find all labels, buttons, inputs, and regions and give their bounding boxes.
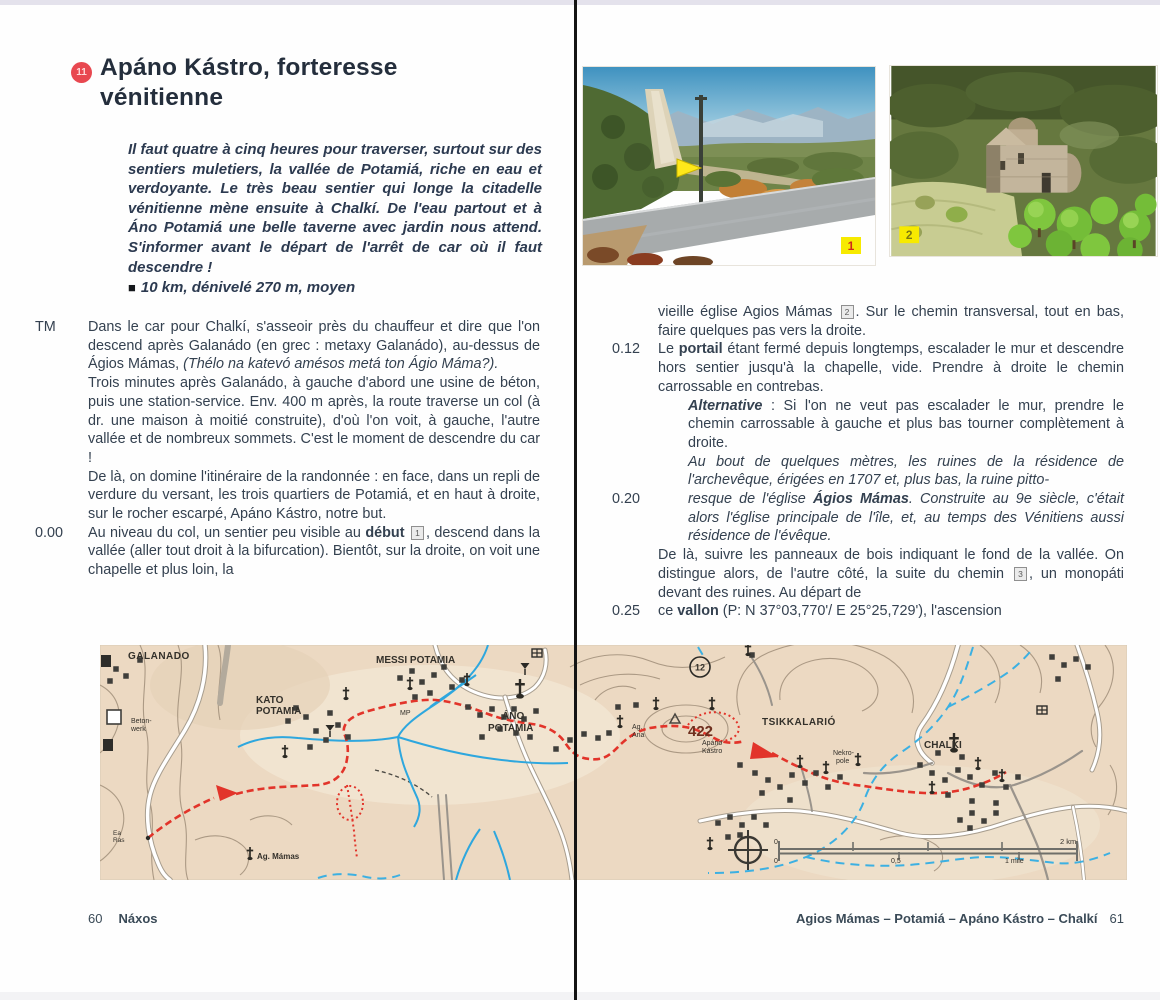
church-base — [516, 694, 524, 699]
building-icon — [419, 679, 425, 685]
building-icon — [802, 780, 808, 786]
large-building-icon — [101, 655, 111, 667]
building-icon — [837, 774, 843, 780]
paragraph-text: De là, on domine l'itinéraire de la randonnée : en face, dans un repli de verdure du versant, les trois quartiers de Potamiá, et en haut à droite, sur le rocher escarpé, Apáno Kástro, notre but. — [88, 468, 540, 523]
time-marker: 0.20 — [612, 491, 641, 508]
building-icon — [993, 800, 999, 806]
building-icon — [489, 706, 495, 712]
route-title: Agios Mámas – Potamiá – Apáno Kástro – Chalkí — [796, 911, 1098, 926]
intro-text: Il faut quatre à cinq heures pour traverser, surtout sur des sentiers muletiers, la vallée de Potamiá, riche en eau et verdoyante. Le très beau sentier qui longe la citadelle vénitienne mène ensuite à Chalkí. De l'eau partout et à Áno Potamiá une belle taverne avec jardin nous attend. S'informer avant le départ de l'arrêt de car où il faut descendre ! — [128, 141, 542, 276]
building-icon — [397, 675, 403, 681]
building-icon — [935, 750, 941, 756]
church-base — [407, 687, 412, 690]
building-icon — [431, 672, 437, 678]
building-icon — [765, 777, 771, 783]
page-title — [100, 53, 540, 113]
photo-ref-icon: 1 — [411, 526, 424, 540]
church-base — [343, 697, 348, 700]
church-base — [929, 791, 934, 794]
paragraph-text: vieille église Agios Mámas 2 . Sur le chemin transversal, tout en bas, faire quelques pas vers la droite. — [658, 304, 1124, 339]
scan-edge-bottom — [0, 992, 1160, 1000]
church-base — [282, 755, 287, 758]
building-icon — [737, 762, 743, 768]
photo-agios-mamas-church — [890, 66, 1157, 256]
building-icon — [945, 792, 951, 798]
building-icon — [1003, 784, 1009, 790]
building-icon — [715, 820, 721, 826]
building-icon — [942, 777, 948, 783]
photo-label-2 — [899, 226, 919, 243]
paragraph — [612, 453, 1124, 490]
time-marker: 0.00 — [35, 524, 64, 541]
building-icon — [777, 784, 783, 790]
building-icon — [981, 818, 987, 824]
paragraph — [35, 318, 540, 374]
building-icon — [123, 673, 129, 679]
factory-icon — [107, 710, 121, 724]
map-label: GALANADO — [128, 651, 190, 662]
page-number: 60 — [88, 911, 103, 926]
paragraph — [35, 374, 540, 468]
paragraph — [612, 397, 1124, 453]
svg-text:1: 1 — [847, 239, 855, 253]
map-label: Ras — [113, 837, 125, 844]
map-label: Apáno — [702, 740, 723, 747]
building-icon — [967, 825, 973, 831]
left-column-text — [35, 318, 540, 580]
building-icon — [533, 708, 539, 714]
building-icon — [327, 710, 333, 716]
point-icon — [146, 836, 150, 840]
paragraph-text: Dans le car pour Chalkí, s'asseoir près du chauffeur et dire que l'on descend après Galanádo (en grec : metaxy Galanádo), au-dessus de Ágios Mámas, (Thélo na katevó amésos metá ton Ágio Máma?). — [88, 319, 540, 373]
church-base — [975, 767, 980, 770]
map-label: Beton- — [131, 718, 152, 725]
paragraph — [612, 490, 1124, 546]
building-icon — [479, 734, 485, 740]
time-marker — [612, 453, 658, 490]
building-icon — [739, 822, 745, 828]
map-label: Kástro — [702, 748, 723, 755]
building-icon — [307, 744, 313, 750]
map-label: 0,5 — [891, 858, 901, 865]
building-icon — [595, 735, 601, 741]
building-icon — [979, 782, 985, 788]
church-base — [247, 857, 252, 860]
paragraph — [612, 546, 1124, 602]
large-building-icon — [103, 739, 113, 751]
square-bullet-icon: ■ — [128, 280, 136, 296]
building-icon — [335, 722, 341, 728]
paragraph — [612, 303, 1124, 340]
building-icon — [477, 712, 483, 718]
map-label: CHALKI — [924, 740, 962, 751]
stats-text: 10 km, dénivelé 270 m, moyen — [140, 279, 356, 297]
time-marker — [612, 303, 658, 340]
building-icon — [737, 832, 743, 838]
map-label: 2 km — [1060, 837, 1077, 846]
paragraph — [612, 602, 1124, 621]
map-label: ÁNO — [502, 711, 525, 722]
map-label: 0 — [774, 839, 778, 846]
time-marker — [35, 374, 88, 468]
building-icon — [992, 770, 998, 776]
paragraph-text: ce vallon (P: N 37°03,770'/ E 25°25,729'), l'ascension — [658, 603, 1002, 620]
building-icon — [107, 678, 113, 684]
time-marker: 0.12 — [612, 341, 641, 358]
photo-ref-icon: 3 — [1014, 567, 1027, 581]
building-icon — [1015, 774, 1021, 780]
building-icon — [751, 814, 757, 820]
building-icon — [993, 810, 999, 816]
building-icon — [955, 767, 961, 773]
building-icon — [285, 718, 291, 724]
map-label: Ea — [113, 830, 121, 837]
church-base — [823, 771, 828, 774]
paragraph — [35, 468, 540, 524]
building-icon — [789, 772, 795, 778]
building-icon — [581, 731, 587, 737]
map-label: MESSI POTAMIA — [376, 655, 456, 666]
photo-ref-icon: 2 — [841, 305, 854, 319]
building-icon — [553, 746, 559, 752]
route-number-badge: 11 — [71, 62, 92, 83]
building-icon — [606, 730, 612, 736]
building-icon — [825, 784, 831, 790]
building-icon — [345, 734, 351, 740]
building-icon — [412, 694, 418, 700]
time-marker: TM — [35, 319, 56, 335]
church-base — [709, 707, 714, 710]
building-icon — [449, 684, 455, 690]
building-icon — [787, 797, 793, 803]
building-icon — [633, 702, 639, 708]
map-label: Ag. Mámas — [257, 852, 300, 861]
map-label: 0 — [774, 858, 778, 865]
route-stats — [128, 278, 542, 298]
building-icon — [763, 822, 769, 828]
right-column-text — [612, 303, 1124, 621]
title-line-2: vénitienne — [100, 84, 224, 111]
building-icon — [752, 770, 758, 776]
building-icon — [969, 810, 975, 816]
page-number: 61 — [1109, 911, 1124, 926]
map-label: 12 — [694, 662, 706, 673]
map-label: pole — [836, 758, 850, 765]
building-icon — [1061, 662, 1067, 668]
church-base — [745, 653, 750, 656]
time-marker — [612, 397, 658, 453]
church-base — [707, 847, 712, 850]
svg-text:2: 2 — [905, 228, 913, 243]
church-base — [999, 779, 1004, 782]
paragraph-text: Trois minutes après Galanádo, à gauche d'abord une usine de béton, puis une station-service. Env. 400 m après, la route traverse un col (à dr. une maison à moitié construite), d'où l'on voit, à gauche, l'autre vallée et de nombreux sommets. C'est le moment de descendre du car ! — [88, 375, 540, 466]
church-base — [617, 725, 622, 728]
building-icon — [1085, 664, 1091, 670]
map-label: 1 mile — [1005, 858, 1024, 865]
map-label: POTAMIA — [488, 723, 534, 734]
building-icon — [615, 704, 621, 710]
map-label: Ag. — [632, 724, 643, 731]
route-intro — [128, 140, 542, 298]
paragraph-text: De là, suivre les panneaux de bois indiquant le fond de la vallée. On distingue alors, de l'autre côté, la suite du chemin 3 , un monopáti devant des ruines. Au départ de — [658, 547, 1124, 601]
map-label: 422 — [688, 723, 714, 740]
building-icon — [427, 690, 433, 696]
paragraph-text: Au bout de quelques mètres, les ruines de la résidence de l'archevêque, érigées en 1707 et, plus bas, la ruine pitto- — [688, 453, 1124, 489]
footer-right — [796, 911, 1124, 926]
title-line-1: Apáno Kástro, forteresse — [100, 54, 398, 81]
building-icon — [1073, 656, 1079, 662]
church-base — [464, 683, 469, 686]
photo-label-1 — [841, 237, 861, 254]
building-icon — [1055, 676, 1061, 682]
map-label: TSIKKALARIÓ — [762, 717, 836, 728]
building-icon — [727, 814, 733, 820]
map-label: POTAMIA — [256, 706, 302, 717]
map-label: werk — [131, 726, 146, 733]
building-icon — [313, 728, 319, 734]
building-icon — [409, 668, 415, 674]
building-icon — [969, 798, 975, 804]
building-icon — [967, 774, 973, 780]
building-icon — [759, 790, 765, 796]
church-base — [797, 765, 802, 768]
building-icon — [567, 737, 573, 743]
building-icon — [459, 677, 465, 683]
hiking-map — [100, 645, 1127, 880]
paragraph-text: Au niveau du col, un sentier peu visible au début 1 , descend dans la vallée (aller tout droit à la bifurcation). Bientôt, sur la droite, on voit une chapelle et plus loin, la — [88, 524, 540, 579]
building-icon — [959, 754, 965, 760]
map-label: Nekro- — [833, 750, 855, 757]
map-label: KATO — [256, 695, 284, 706]
map-label: MP — [400, 710, 411, 717]
building-icon — [957, 817, 963, 823]
paragraph-text: Le portail étant fermé depuis longtemps, escalader le mur et descendre hors sentier jusqu'à la chapelle, vide. Prendre à droite le chemin carrossable en contrebas. — [658, 341, 1124, 395]
map-label: Ana — [632, 732, 645, 739]
footer-left — [88, 911, 158, 926]
church-base — [855, 763, 860, 766]
paragraph-text: Alternative : Si l'on ne veut pas escalader le mur, prendre le chemin carrossable à gauche et plus bas tourner complètement à droite. — [688, 397, 1124, 451]
page-divider — [574, 0, 577, 1000]
time-marker — [612, 546, 658, 602]
building-icon — [1049, 654, 1055, 660]
building-icon — [929, 770, 935, 776]
building-icon — [303, 714, 309, 720]
time-marker — [35, 468, 88, 524]
building-icon — [465, 704, 471, 710]
building-icon — [527, 734, 533, 740]
building-icon — [917, 762, 923, 768]
building-icon — [323, 737, 329, 743]
time-marker: 0.25 — [612, 603, 641, 620]
building-icon — [813, 770, 819, 776]
section-title: Náxos — [118, 911, 158, 926]
paragraph — [612, 340, 1124, 396]
paragraph — [35, 524, 540, 580]
church-base — [653, 707, 658, 710]
building-icon — [113, 666, 119, 672]
scan-edge-top — [0, 0, 1160, 5]
building-icon — [725, 834, 731, 840]
photo-road-junction — [583, 67, 875, 265]
paragraph-text: resque de l'église Ágios Mámas. Construite au 9e siècle, c'était alors l'église principale de l'île, et, au temps des Vénitiens aussi résidence de l'évêque. — [688, 491, 1125, 545]
